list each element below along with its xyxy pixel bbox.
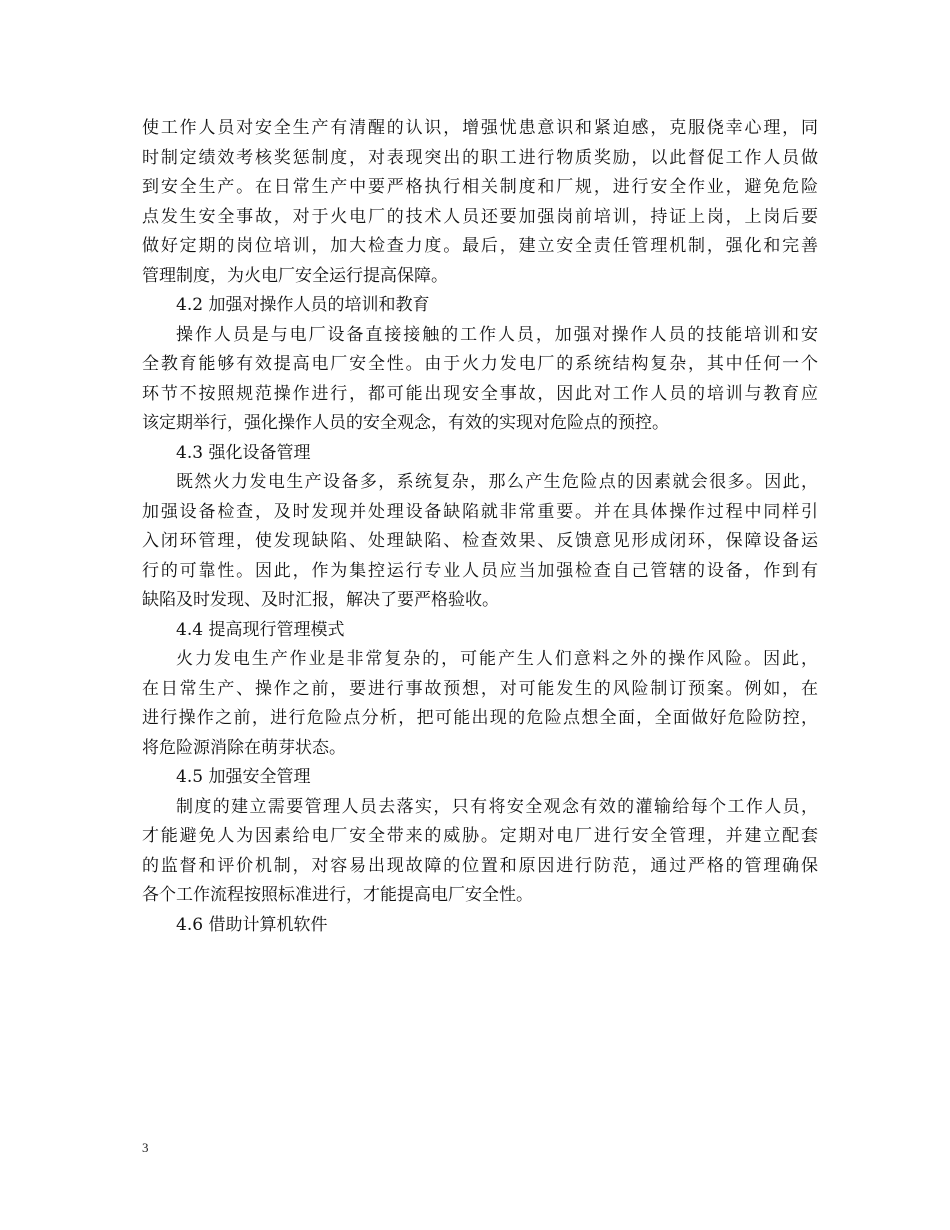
paragraph-line: 行的可靠性。因此，作为集控运行专业人员应当加强检查自己管辖的设备，作到有 [142,560,818,581]
paragraph-line: 操作人员是与电厂设备直接接触的工作人员，加强对操作人员的技能培训和安 [176,324,818,345]
section-heading-4-3: 4.3 强化设备管理 [176,442,311,463]
paragraph-line: 入闭环管理，使发现缺陷、处理缺陷、检查效果、反馈意见形成闭环，保障设备运 [142,531,818,551]
paragraph-line: 做好定期的岗位培训，加大检查力度。最后，建立安全责任管理机制，强化和完善 [142,236,818,256]
paragraph-line: 才能避免人为因素给电厂安全带来的威胁。定期对电厂进行安全管理，并建立配套 [142,826,818,846]
page-number: 3 [142,1140,149,1155]
paragraph-line: 的监督和评价机制，对容易出现故障的位置和原因进行防范，通过严格的管理确保 [142,855,818,876]
paragraph-line: 使工作人员对安全生产有清醒的认识，增强忧患意识和紧迫感，克服侥幸心理，同 [142,118,818,138]
paragraph-line: 进行操作之前，进行危险点分析，把可能出现的危险点想全面，全面做好危险防控， [142,708,818,728]
section-heading-4-5: 4.5 加强安全管理 [176,767,311,787]
paragraph-line: 环节不按照规范操作进行，都可能出现安全事故，因此对工作人员的培训与教育应 [142,383,818,404]
paragraph-line: 加强设备检查，及时发现并处理设备缺陷就非常重要。并在具体操作过程中同样引 [142,501,818,522]
paragraph-line: 点发生安全事故，对于火电厂的技术人员还要加强岗前培训，持证上岗，上岗后要 [142,206,818,227]
paragraph-line: 到安全生产。在日常生产中要严格执行相关制度和厂规，进行安全作业，避免危险 [142,177,818,197]
document-body [142,114,818,940]
section-heading-4-4: 4.4 提高现行管理模式 [176,619,345,640]
paragraph-line: 时制定绩效考核奖惩制度，对表现突出的职工进行物质奖励，以此督促工作人员做 [142,147,818,168]
paragraph-line: 火力发电生产作业是非常复杂的，可能产生人们意料之外的操作风险。因此， [176,649,818,669]
paragraph-line: 在日常生产、操作之前，要进行事故预想，对可能发生的风险制订预案。例如，在 [142,678,818,699]
paragraph-line: 将危险源消除在萌芽状态。 [142,737,346,758]
paragraph-line: 制度的建立需要管理人员去落实，只有将安全观念有效的灌输给每个工作人员， [176,796,818,817]
section-heading-4-2: 4.2 加强对操作人员的培训和教育 [176,295,430,315]
paragraph-line: 既然火力发电生产设备多，系统复杂，那么产生危险点的因素就会很多。因此， [176,472,818,492]
section-heading-4-6: 4.6 借助计算机软件 [176,914,328,935]
paragraph-line: 缺陷及时发现、及时汇报，解决了要严格验收。 [142,590,499,610]
paragraph-line: 管理制度，为火电厂安全运行提高保障。 [142,265,448,286]
paragraph-line: 全教育能够有效提高电厂安全性。由于火力发电厂的系统结构复杂，其中任何一个 [142,354,818,374]
paragraph-line: 该定期举行，强化操作人员的安全观念，有效的实现对危险点的预控。 [142,413,669,433]
paragraph-line: 各个工作流程按照标准进行，才能提高电厂安全性。 [142,885,533,905]
